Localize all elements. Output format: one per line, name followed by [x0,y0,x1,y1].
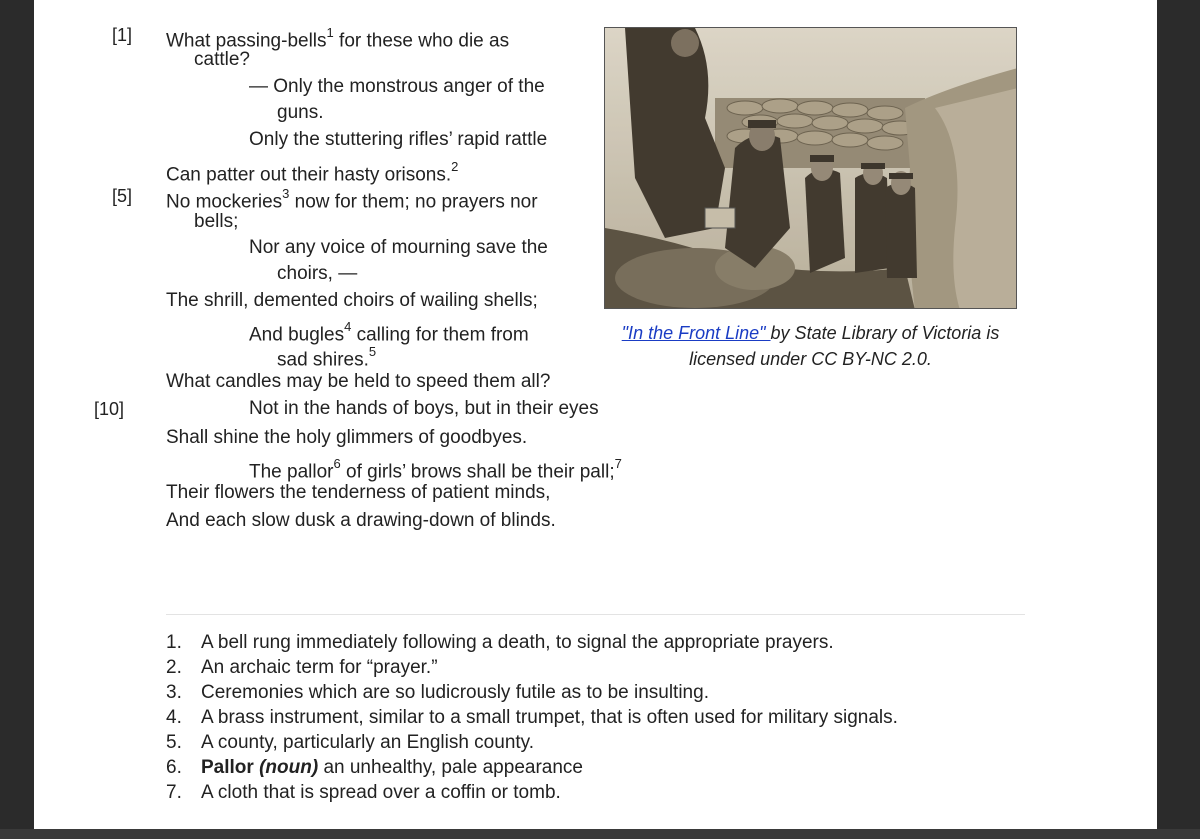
poem-line: guns. [277,102,324,123]
footnote-item: 6. Pallor (noun) an unhealthy, pale appearance [166,757,583,778]
footnote-item: 3. Ceremonies which are so ludicrously futile as to be insulting. [166,682,709,703]
poem-line: sad shires.$^5$ [277,344,377,371]
poem-line: And bugles$^4$ calling for them from [249,319,529,346]
footnotes-list [166,630,898,805]
caption-license: licensed under CC BY-NC 2.0. [689,349,932,369]
footnote-item: 4. A brass instrument, similar to a small trumpet, that is often used for military signals. [166,707,898,728]
poem-line: What candles may be held to speed them all? [166,371,551,392]
poem-line: bells; [194,211,239,232]
poem-line: Can patter out their hasty orisons.$^2$ [166,159,459,186]
poem-line: The pallor$^6$ of girls’ brows shall be their pall;$^7$ [249,456,622,483]
photo-caption [594,320,1027,372]
window-bottom-edge [0,829,1200,839]
footnote-divider [166,614,1025,615]
poem-line: No mockeries$^3$ now for them; no prayers nor [166,186,538,213]
poem-line: Their flowers the tenderness of patient minds, [166,482,551,503]
document-page [34,0,1157,829]
poem-line: Shall shine the holy glimmers of goodbyes. [166,427,528,448]
poem-line: cattle? [194,49,250,70]
footnote-item: 1. A bell rung immediately following a death, to signal the appropriate prayers. [166,632,834,653]
poem-line: What passing-bells$^1$ for these who die as [166,25,510,52]
poem-line: Nor any voice of mourning save the [249,237,548,258]
poem-line: Only the stuttering rifles’ rapid rattle [249,129,548,150]
poem-line: And each slow dusk a drawing-down of blinds. [166,510,556,531]
poem-line: Not in the hands of boys, but in their eyes [249,398,599,419]
line-number-1: [1] [112,25,133,45]
footnote-item: 2. An archaic term for “prayer.” [166,657,438,678]
caption-attribution: by State Library of Victoria is [770,323,1000,343]
poem-line: — Only the monstrous anger of the [249,76,545,97]
footnote-item: 5. A county, particularly an English county. [166,732,535,753]
poem-line: choirs, — [277,263,358,284]
trench-photograph [604,27,1017,309]
line-number-10: [10] [94,399,125,419]
photo-source-link[interactable]: "In the Front Line" [621,323,771,343]
line-number-5: [5] [112,186,133,206]
poem-line: The shrill, demented choirs of wailing shells; [166,290,538,311]
footnote-item: 7. A cloth that is spread over a coffin or tomb. [166,782,561,803]
